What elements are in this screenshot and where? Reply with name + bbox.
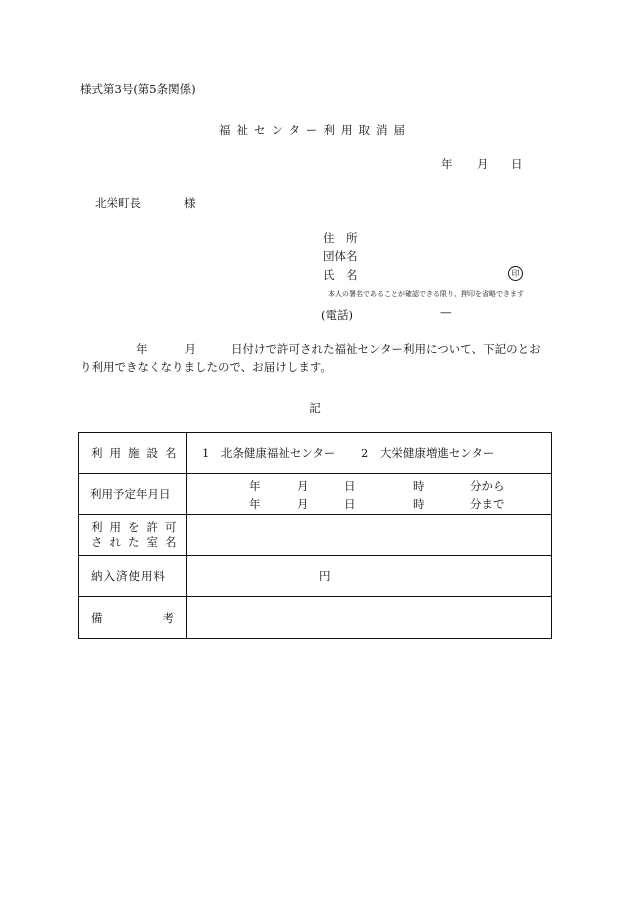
name-label: 氏 名 [323, 268, 358, 282]
facility-value-cell [187, 433, 552, 474]
end-month-label: 月 [297, 497, 309, 511]
schedule-value-cell [187, 474, 552, 515]
remarks-label-left: 備 [91, 610, 103, 625]
start-year-label: 年 [249, 479, 261, 493]
schedule-row [79, 474, 552, 515]
end-minute-label: 分まで [470, 497, 505, 511]
form-table [78, 432, 552, 639]
room-label-cell [79, 515, 187, 556]
phone-dash: — [440, 305, 452, 319]
fee-label-cell [79, 556, 187, 597]
start-hour-label: 時 [413, 479, 425, 493]
start-day-label: 日 [344, 479, 356, 493]
body-line-1 [80, 340, 541, 358]
room-label-line-2: された室名 [91, 535, 184, 549]
date-year-label: 年 [441, 157, 453, 171]
addressee-honorific: 様 [184, 196, 196, 210]
date-month-label: 月 [477, 157, 489, 171]
schedule-label-cell [79, 474, 187, 515]
facility-option-1: 1 北条健康福祉センター [202, 446, 336, 460]
body-paragraph [80, 340, 541, 376]
end-year-label: 年 [249, 497, 261, 511]
form-title [0, 122, 630, 138]
body-line-2: り利用できなくなりましたので、お届けします。 [80, 360, 332, 374]
fee-row [79, 556, 552, 597]
fee-value-cell [187, 556, 552, 597]
remarks-label-cell [79, 597, 187, 639]
schedule-start-row [187, 476, 551, 494]
fee-unit: 円 [319, 569, 331, 583]
remarks-row [79, 597, 552, 639]
remarks-label-right: 考 [162, 610, 174, 625]
facility-label: 利用施設名 [91, 446, 184, 460]
schedule-label: 利用予定年月日 [90, 487, 171, 501]
address-label: 住 所 [323, 231, 358, 245]
body-month: 月 [184, 342, 196, 356]
body-line-1-rest: 日付けで許可された福祉センター利用について、下記のとお [231, 342, 541, 356]
fee-label: 納入済使用料 [91, 569, 166, 583]
remarks-value-cell [187, 597, 552, 639]
room-row [79, 515, 552, 556]
ki-heading: 記 [309, 401, 321, 415]
schedule-end-row [187, 494, 551, 512]
form-number: 様式第3号(第5条関係) [80, 82, 196, 96]
body-year: 年 [136, 342, 148, 356]
addressee-name: 北栄町長 [95, 196, 141, 210]
seal-mark: 印 [508, 266, 523, 281]
end-day-label: 日 [344, 497, 356, 511]
room-value-cell [187, 515, 552, 556]
phone-label: (電話) [321, 308, 353, 322]
facility-label-cell [79, 433, 187, 474]
date-day-label: 日 [511, 157, 523, 171]
start-month-label: 月 [297, 479, 309, 493]
facility-row [79, 433, 552, 474]
facility-option-2: 2 大栄健康増進センター [361, 446, 495, 460]
end-hour-label: 時 [413, 497, 425, 511]
room-label-line-1: 利用を許可 [91, 520, 184, 534]
group-name-label: 団体名 [323, 249, 358, 263]
start-minute-label: 分から [470, 479, 505, 493]
remarks-label [79, 610, 186, 626]
signature-note: 本人の署名であることが確認できる限り、押印を省略できます [328, 290, 524, 298]
form-title-text: 福祉センター利用取消届 [218, 123, 412, 137]
